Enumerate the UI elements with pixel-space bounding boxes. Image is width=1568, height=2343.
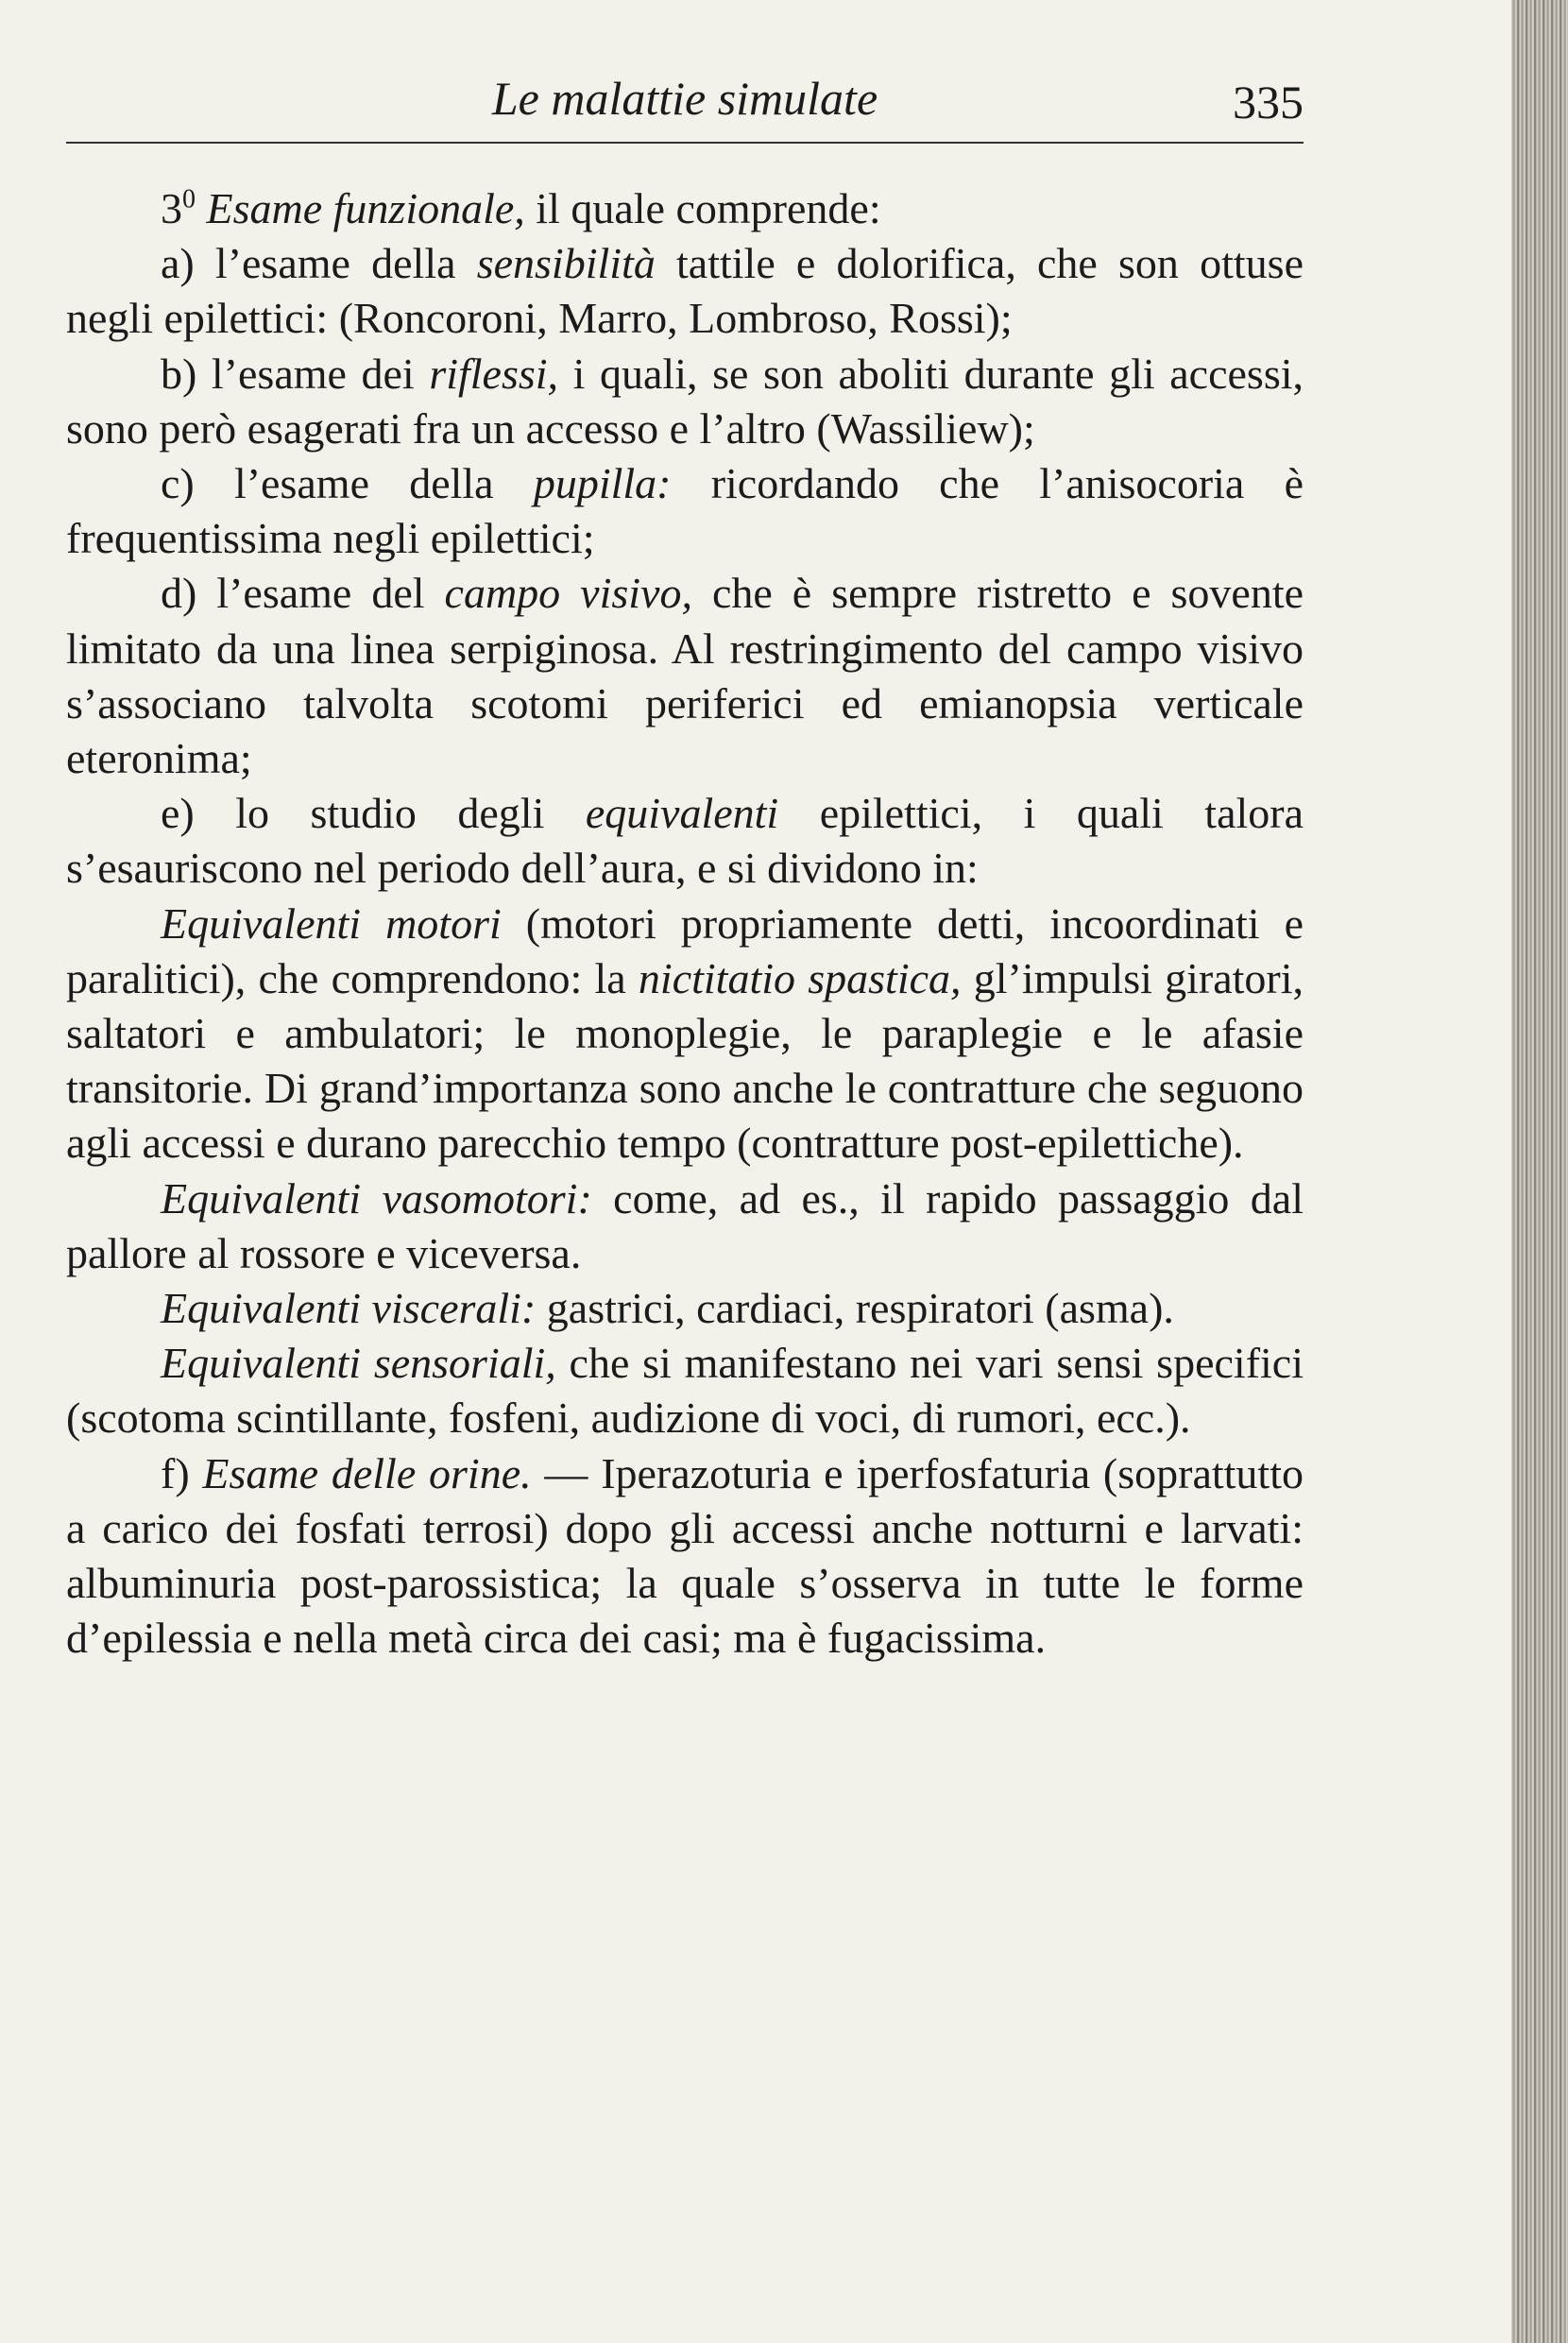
paragraph-visual-field: [66, 566, 1304, 786]
italic-term: Equivalenti viscerali:: [161, 1284, 537, 1333]
body-text: [66, 181, 1304, 1666]
paragraph-text: il quale comprende:: [524, 184, 881, 232]
paragraph-lead: c) l’esame della: [161, 459, 534, 508]
paragraph-functional-exam: [66, 181, 1304, 236]
paragraph-equivalents: [66, 786, 1304, 896]
paragraph-text: epilettici, i quali talora s’esauriscono nel periodo dell’aura, e si dividono in:: [66, 789, 1304, 893]
page-edge: [1511, 0, 1568, 2343]
paragraph-text: ricordando che l’anisocoria è frequentissima negli epilettici;: [66, 459, 1304, 563]
italic-term: Esame funzionale,: [206, 184, 525, 232]
paragraph-reflexes: [66, 347, 1304, 456]
paragraph-text: (motori propriamente detti, incoordinati e paralitici), che comprendono: la: [66, 898, 1304, 1002]
paragraph-text: gl’impulsi giratori, saltatori e ambulatori; le monoplegie, le paraplegie e le afasie transitorie. Di grand’importanza sono anche le contratture che seguono agli accessi e durano parecchio tempo (contratture post-epilettiche).: [66, 953, 1304, 1168]
paragraph-text: gastrici, cardiaci, respiratori (asma).: [536, 1284, 1174, 1333]
paragraph-vasomotor-equivalents: [66, 1172, 1304, 1281]
paragraph-motor-equivalents: [66, 897, 1304, 1172]
paragraph-sensory-equivalents: [66, 1336, 1304, 1445]
paragraph-text: come, ad es., il rapido passaggio dal pallore al rossore e viceversa.: [66, 1173, 1304, 1277]
page-header: [66, 61, 1304, 146]
paragraph-urine-exam: [66, 1446, 1304, 1667]
paragraph-lead: d) l’esame del: [161, 569, 445, 618]
section-number: 3: [161, 184, 182, 232]
page-number: 335: [1233, 76, 1304, 128]
paragraph-lead: b) l’esame dei: [161, 349, 430, 398]
paragraph-sensibility: [66, 236, 1304, 346]
header-rule: [66, 142, 1304, 144]
italic-term: nictitatio spastica,: [638, 953, 962, 1002]
paragraph-lead: f): [161, 1448, 203, 1497]
paragraph-lead: a) l’esame della: [161, 239, 477, 288]
italic-term: sensibilità: [476, 239, 656, 288]
italic-term: Equivalenti sensoriali,: [161, 1339, 556, 1388]
italic-term: equivalenti: [585, 789, 779, 838]
italic-term: Equivalenti vasomotori:: [161, 1173, 592, 1223]
running-title: Le malattie simulate: [491, 72, 878, 125]
section-number-sup: 0: [182, 184, 196, 214]
paragraph-visceral-equivalents: [66, 1281, 1304, 1336]
italic-term: riflessi,: [429, 349, 559, 398]
paragraph-text: che è sempre ristretto e sovente limitato da una linea serpiginosa. Al restringimento del campo visivo s’associano talvolta scotomi periferici ed emianopsia verticale eteronima;: [66, 569, 1304, 783]
paragraph-text: tattile e dolorifica, che son ottuse negli epilettici: (Roncoroni, Marro, Lombroso, Rossi);: [66, 239, 1304, 343]
italic-term: Equivalenti motori: [161, 898, 502, 948]
paragraph-pupil: [66, 456, 1304, 566]
paragraph-text: — Iperazoturia e iperfosfaturia (soprattutto a carico dei fosfati terrosi) dopo gli accessi anche notturni e larvati: albuminuria post-parossistica; la quale s’osserva in tutte le forme d’epilessia e nella metà circa dei casi; ma è fugacissima.: [66, 1448, 1304, 1663]
italic-term: Esame delle orine.: [202, 1448, 532, 1497]
paragraph-text: i quali, se son aboliti durante gli accessi, sono però esagerati fra un accesso e l’altro (Wassiliew);: [66, 349, 1304, 453]
italic-term: pupilla:: [533, 459, 672, 508]
paragraph-text: che si manifestano nei vari sensi specifici (scotoma scintillante, fosfeni, audizione di voci, di rumori, ecc.).: [66, 1339, 1304, 1443]
paragraph-lead: e) lo studio degli: [161, 789, 586, 838]
italic-term: campo visivo,: [444, 569, 692, 618]
